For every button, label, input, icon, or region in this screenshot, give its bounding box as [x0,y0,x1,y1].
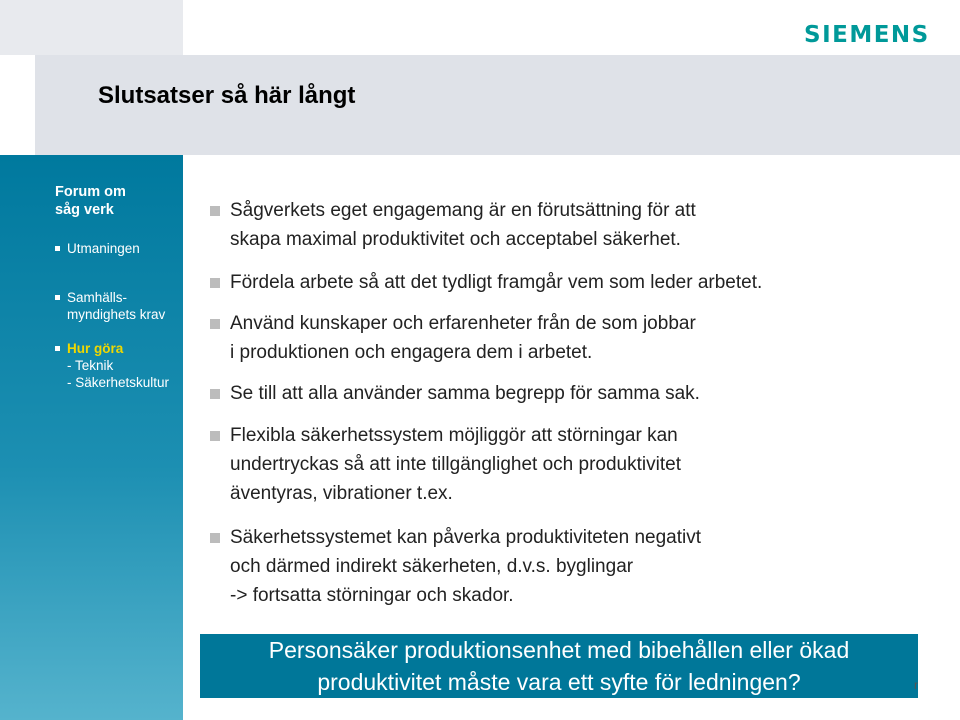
slide-title: Slutsatser så här långt [98,82,356,109]
bullet-square-icon [210,319,220,329]
bullet-square-icon [210,431,220,441]
bullet-line: undertryckas så att inte tillgänglighet och produktivitet [230,454,681,475]
nav-bullet-icon [55,295,60,300]
sidebar-item-label: Utmaningen [67,241,140,256]
bullet-line: Sågverkets eget engagemang är en förutsättning för att [230,200,696,221]
bullet-line: äventyras, vibrationer t.ex. [230,483,453,504]
sidebar-subitem-teknik[interactable]: - Teknik [67,358,114,373]
bullet-item [210,421,920,508]
sidebar-item-hur-gora[interactable] [55,340,169,391]
sidebar-item-label: Samhälls- [67,290,128,305]
stray-mark: r [914,678,918,692]
bullet-item [210,523,920,610]
callout-line: Personsäker produktionsenhet med bibehållen eller ökad [268,637,850,663]
bullet-line: Säkerhetssystemet kan påverka produktiviteten negativt [230,527,702,548]
bullet-square-icon [210,206,220,216]
sidebar-header [55,183,175,219]
bullet-line: Flexibla säkerhetssystem möjliggör att störningar kan [230,425,678,446]
nav-bullet-icon [55,246,60,251]
bullet-line: Fördela arbete så att det tydligt framgår vem som leder arbetet. [230,272,763,293]
sidebar-subitem-sakerhetskultur[interactable]: - Säkerhetskultur [67,375,170,390]
bullet-line: skapa maximal produktivitet och acceptabel säkerhet. [230,229,681,250]
siemens-logo: SIEMENS [804,22,930,48]
bullet-item [210,268,920,297]
bullet-item [210,309,920,367]
bullet-line: och därmed indirekt säkerheten, d.v.s. byglingar [230,556,634,577]
bullet-line: Se till att alla använder samma begrepp för samma sak. [230,383,700,404]
bullet-line: i produktionen och engagera dem i arbetet. [230,342,593,363]
sidebar-item-utmaningen[interactable] [55,240,140,257]
sidebar-header-line1: Forum om [55,184,126,200]
bullet-line: -> fortsatta störningar och skador. [230,585,514,606]
bullet-square-icon [210,278,220,288]
sidebar-item-label: myndighets krav [67,307,166,322]
bullet-square-icon [210,533,220,543]
bullet-line: Använd kunskaper och erfarenheter från de som jobbar [230,313,696,334]
conclusion-callout [200,634,918,698]
callout-line: produktivitet måste vara ett syfte för ledningen? [317,669,801,695]
sidebar-header-line2: såg verk [55,202,114,218]
bullet-square-icon [210,389,220,399]
nav-bullet-icon [55,346,60,351]
sidebar-item-label-active: Hur göra [67,341,124,356]
sidebar-item-samhallsmyndighets-krav[interactable] [55,289,165,323]
bullet-item [210,196,920,254]
bullet-list [210,196,920,610]
bullet-item [210,379,920,408]
top-left-panel [0,0,183,55]
